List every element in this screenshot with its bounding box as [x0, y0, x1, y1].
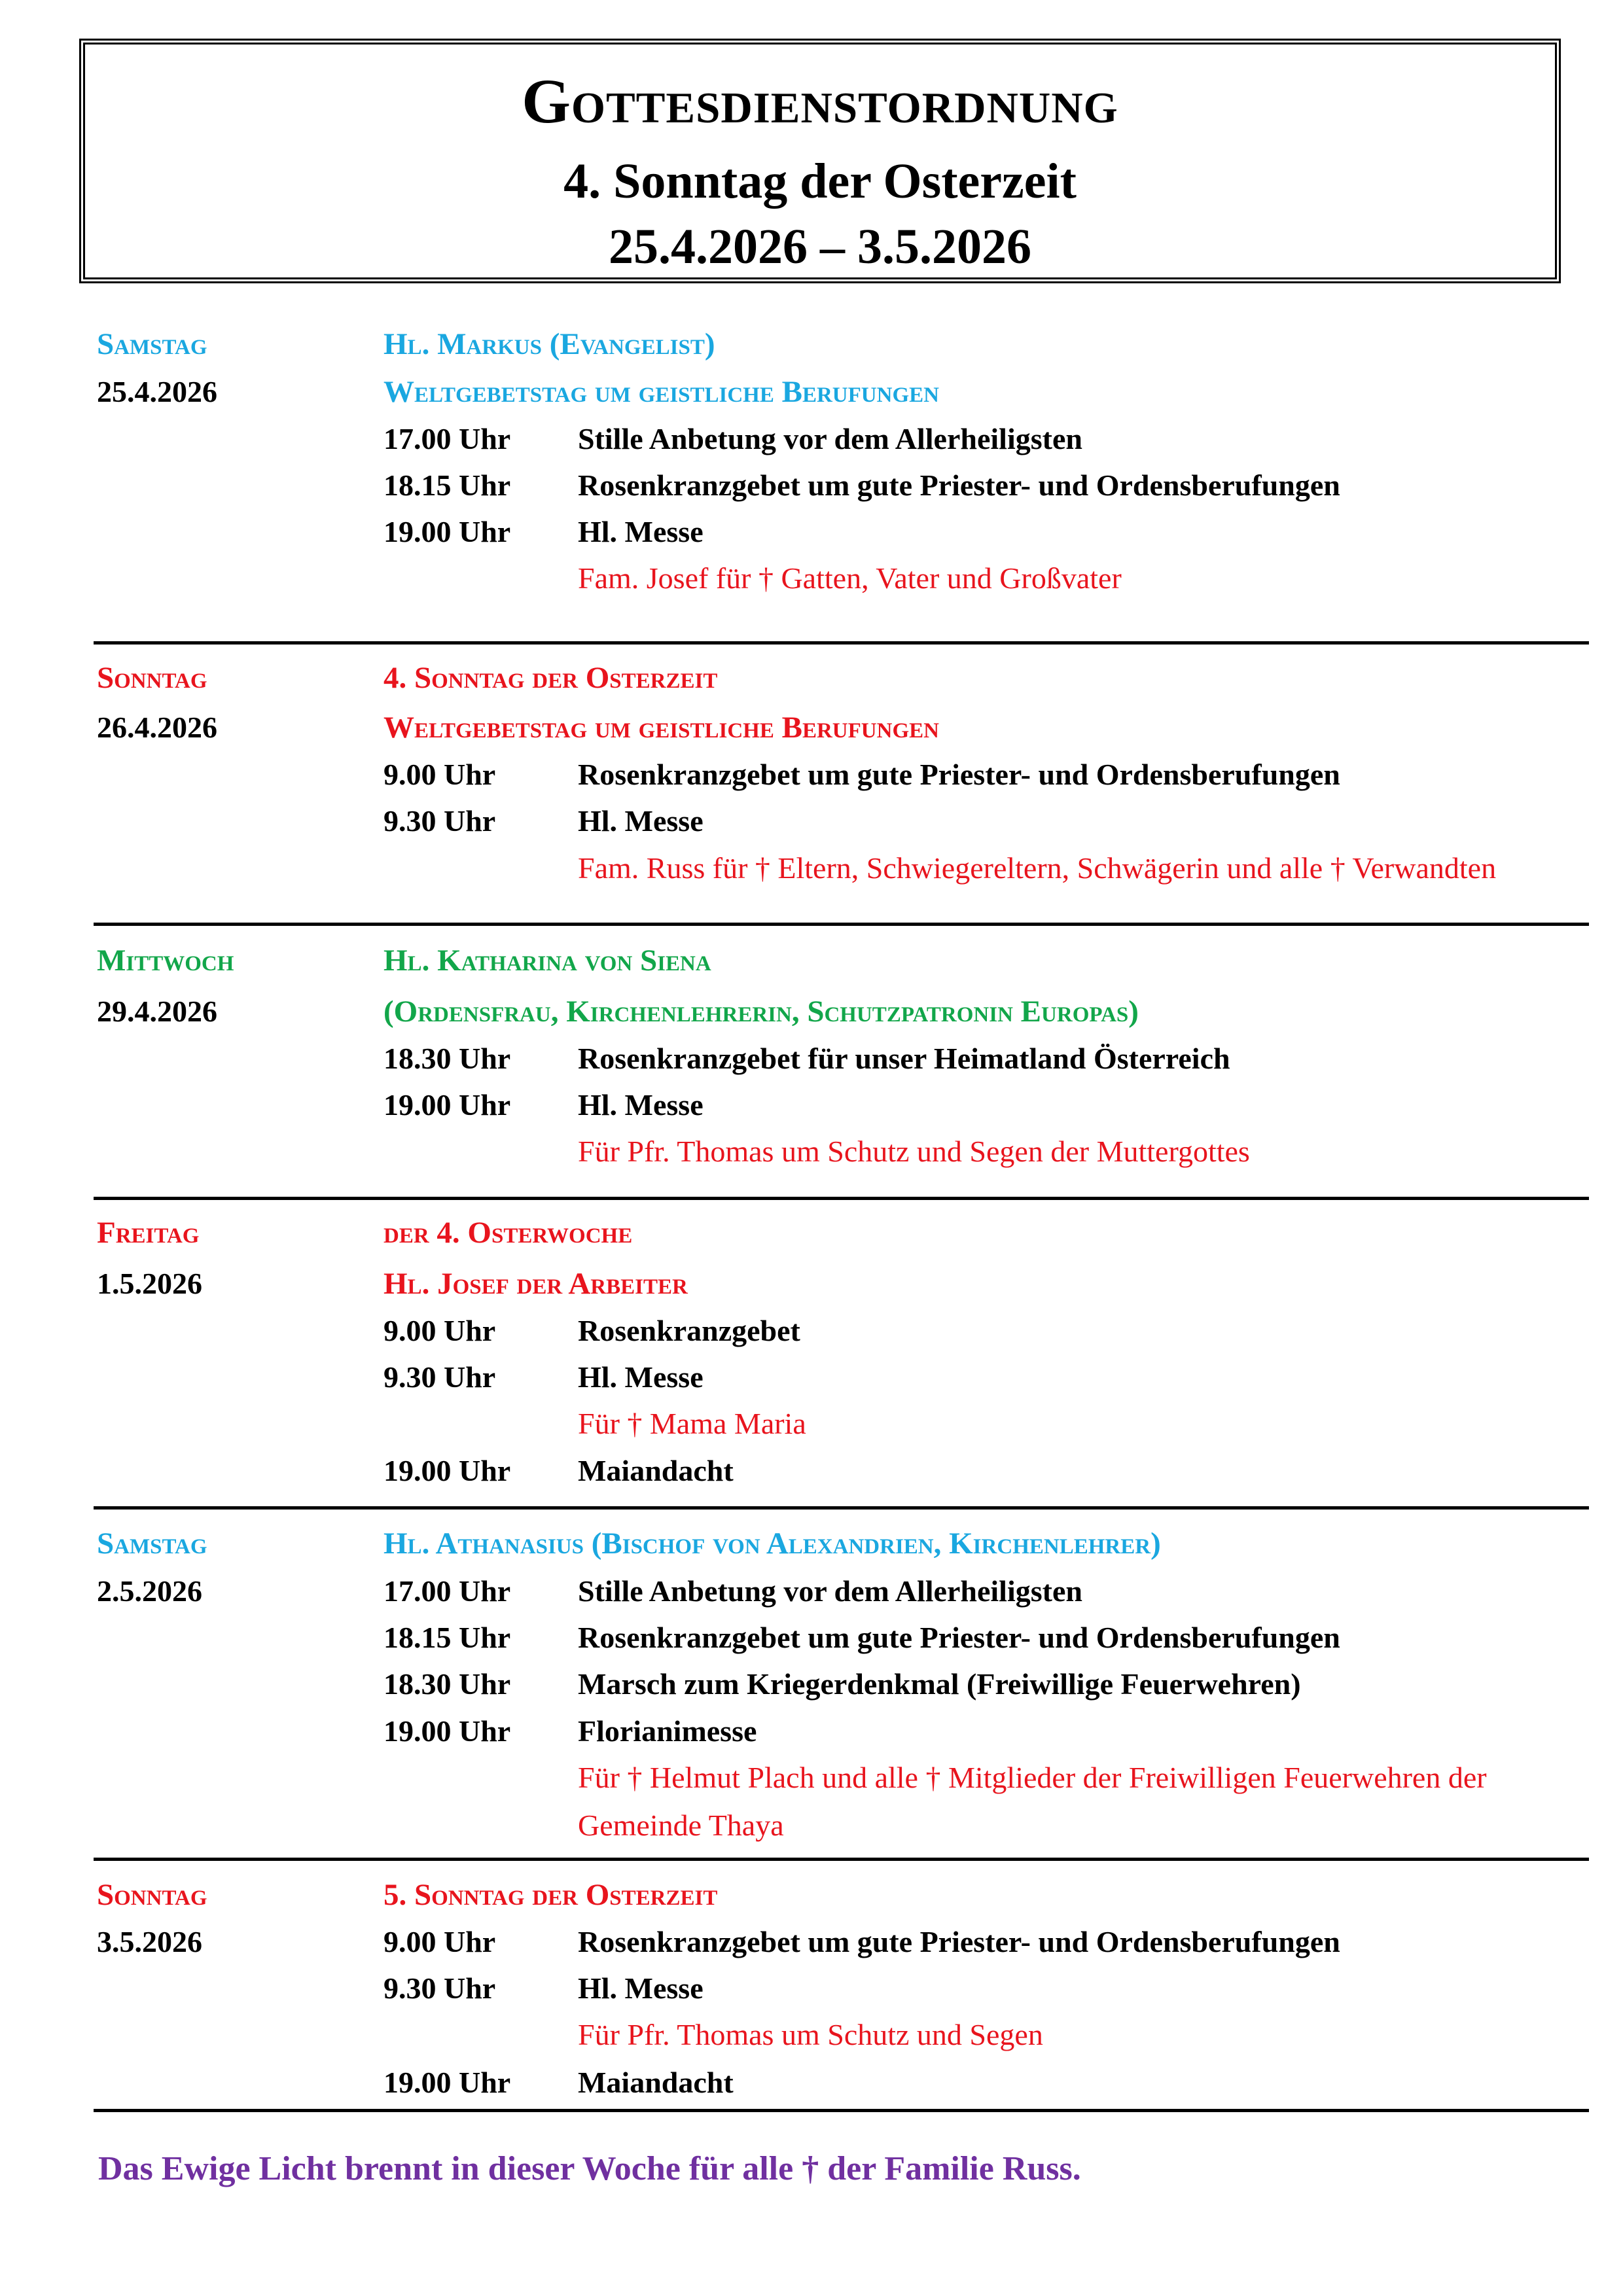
event-title: Hl. Messe	[578, 1971, 704, 2005]
document-title: Gottesdienstordnung	[522, 66, 1118, 136]
mass-intention: Fam. Russ für † Eltern, Schwiegereltern, Schwägerin und alle † Verwandten	[578, 851, 1497, 885]
mass-intention: Für † Helmut Plach und alle † Mitglieder der Freiwilligen Feuerwehren der	[578, 1761, 1487, 1794]
event-time: 19.00 Uhr	[383, 1088, 511, 1122]
event-title: Hl. Messe	[578, 1088, 704, 1122]
mass-intention: Fam. Josef für † Gatten, Vater und Großvater	[578, 561, 1122, 595]
event-time: 19.00 Uhr	[383, 1714, 511, 1748]
weekday-label: Sonntag	[97, 1878, 207, 1912]
feast-subtitle: Weltgebetstag um geistliche Berufungen	[383, 375, 939, 409]
event-time: 18.15 Uhr	[383, 1621, 511, 1654]
event-title: Maiandacht	[578, 2066, 734, 2099]
date-range: 25.4.2026 – 3.5.2026	[609, 219, 1031, 274]
event-title: Florianimesse	[578, 1714, 757, 1748]
date-label: 2.5.2026	[97, 1574, 202, 1608]
section-divider	[94, 1506, 1589, 1510]
mass-intention: Für Pfr. Thomas um Schutz und Segen der Muttergottes	[578, 1135, 1250, 1168]
weekday-label: Mittwoch	[97, 944, 234, 978]
event-time: 9.30 Uhr	[383, 804, 496, 838]
event-title: Stille Anbetung vor dem Allerheiligsten	[578, 1574, 1082, 1608]
feast-title: 5. Sonntag der Osterzeit	[383, 1878, 718, 1912]
eternal-light-note: Das Ewige Licht brennt in dieser Woche für alle † der Familie Russ.	[98, 2150, 1081, 2187]
weekday-label: Freitag	[97, 1216, 200, 1250]
feast-subtitle: Weltgebetstag um geistliche Berufungen	[383, 711, 939, 745]
feast-title: 4. Sonntag der Osterzeit	[383, 661, 718, 695]
event-title: Rosenkranzgebet	[578, 1314, 800, 1347]
event-title: Hl. Messe	[578, 515, 704, 548]
event-title: Hl. Messe	[578, 1360, 704, 1394]
event-title: Rosenkranzgebet um gute Priester- und Ordensberufungen	[578, 1621, 1340, 1654]
event-time: 9.30 Uhr	[383, 1971, 496, 2005]
section-divider	[94, 923, 1589, 926]
event-title: Hl. Messe	[578, 804, 704, 838]
date-label: 3.5.2026	[97, 1925, 202, 1958]
event-time: 19.00 Uhr	[383, 2066, 511, 2099]
date-label: 26.4.2026	[97, 711, 217, 744]
event-time: 19.00 Uhr	[383, 1454, 511, 1487]
feast-title: Hl. Katharina von Siena	[383, 944, 711, 978]
event-title: Rosenkranzgebet um gute Priester- und Ordensberufungen	[578, 758, 1340, 791]
event-title: Marsch zum Kriegerdenkmal (Freiwillige Feuerwehren)	[578, 1667, 1301, 1701]
event-time: 9.00 Uhr	[383, 1925, 496, 1958]
feast-subtitle: (Ordensfrau, Kirchenlehrerin, Schutzpatronin Europas)	[383, 995, 1139, 1029]
event-title: Rosenkranzgebet um gute Priester- und Ordensberufungen	[578, 468, 1340, 502]
section-divider	[94, 2109, 1589, 2112]
weekday-label: Samstag	[97, 327, 207, 361]
section-divider	[94, 641, 1589, 645]
event-title: Rosenkranzgebet für unser Heimatland Österreich	[578, 1042, 1230, 1075]
feast-title: Hl. Markus (Evangelist)	[383, 327, 715, 361]
feast-title: Hl. Athanasius (Bischof von Alexandrien, Kirchenlehrer)	[383, 1527, 1161, 1561]
event-time: 18.30 Uhr	[383, 1042, 511, 1075]
document-subtitle: 4. Sonntag der Osterzeit	[563, 154, 1077, 209]
date-label: 29.4.2026	[97, 995, 217, 1028]
event-time: 17.00 Uhr	[383, 1574, 511, 1608]
event-time: 19.00 Uhr	[383, 515, 511, 548]
feast-subtitle: Hl. Josef der Arbeiter	[383, 1267, 688, 1301]
feast-title: der 4. Osterwoche	[383, 1216, 633, 1250]
date-label: 25.4.2026	[97, 375, 217, 408]
section-divider	[94, 1858, 1589, 1861]
mass-intention: Für † Mama Maria	[578, 1407, 806, 1440]
section-divider	[94, 1197, 1589, 1200]
weekday-label: Sonntag	[97, 661, 207, 695]
mass-intention: Für Pfr. Thomas um Schutz und Segen	[578, 2018, 1043, 2051]
mass-intention-continued: Gemeinde Thaya	[578, 1809, 784, 1842]
title-box	[79, 39, 1561, 283]
weekday-label: Samstag	[97, 1527, 207, 1561]
event-time: 17.00 Uhr	[383, 422, 511, 455]
event-time: 9.00 Uhr	[383, 1314, 496, 1347]
event-title: Maiandacht	[578, 1454, 734, 1487]
event-time: 9.30 Uhr	[383, 1360, 496, 1394]
event-time: 18.30 Uhr	[383, 1667, 511, 1701]
event-time: 18.15 Uhr	[383, 468, 511, 502]
event-time: 9.00 Uhr	[383, 758, 496, 791]
event-title: Stille Anbetung vor dem Allerheiligsten	[578, 422, 1082, 455]
event-title: Rosenkranzgebet um gute Priester- und Ordensberufungen	[578, 1925, 1340, 1958]
date-label: 1.5.2026	[97, 1267, 202, 1300]
